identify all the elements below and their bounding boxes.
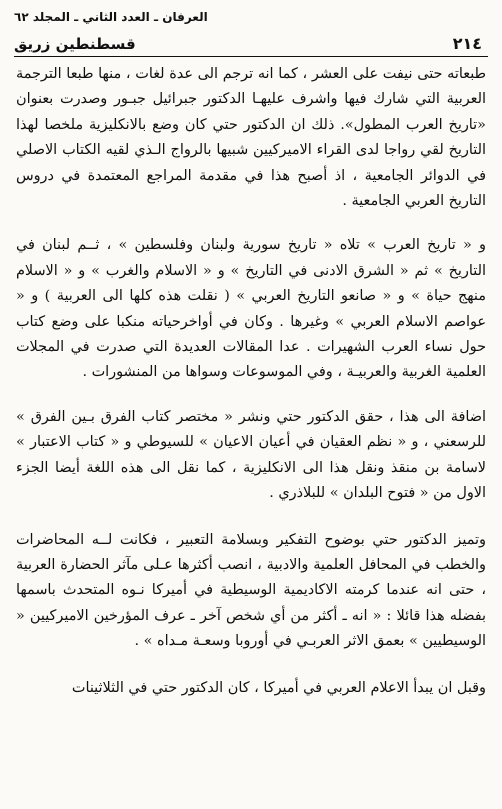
paragraph-5: وقبل ان يبدأ الاعلام العربي في أميركا ، كان الدكتور حتي في الثلاثينات <box>71 679 486 696</box>
paragraph-4: وتميز الدكتور حتي بوضوح التفكير وبسلامة التعبير ، فكانت لــه المحاضرات والخطب في المحافل العلمية والادبية ، انصب أكثرها عـلى مآثر الحضارة العربية ، حتى انه عندما كرمته الاكاديمية الوسيطية في أميركا نـوه المتحدث باسمها بفضله هذا قائلا : « انه ـ أكثر من أي شخص آخر ـ عرف المؤرخين الاميركيين « الوسيطيين » بعمق الاثر العربـي في أوروبا وسعـة مـداه » . <box>16 531 486 650</box>
running-header <box>14 32 488 57</box>
article-body <box>16 62 486 701</box>
paragraph-1: طبعاته حتى نيفت على العشر ، كما انه ترجم الى عدة لغات ، منها طبعا الترجمة العربية التي شارك فيها واشرف عليهـا الدكتور جبرائيل جبـور وصدرت بعنوان «تاريخ العرب المطول». ذلك ان الدكتور حتي كان وضع بالانكليزية ملخصا لهذا التاريخ لقي رواجا لدى القراء الاميركيين شبيها بالرواج الـذي لقيه الكتاب الاصلي في الدوائر الجامعية ، اذ أصبح هذا في مقدمة المراجع المعتمدة في دروس التاريخ العربي الجامعية . <box>16 66 486 210</box>
paragraph-3: اضافة الى هذا ، حقق الدكتور حتي ونشر « مختصر كتاب الفرق بـين الفرق » للرسعني ، و « نظم العقيان في أعيان الاعيان » للسيوطي و « كتاب الاعتبار » لاسامة بن منقذ ونقل هذا الى الانكليزية ، كما نقل الى هذه اللغة أيضا الجزء الاول من « فتوح البلدان » للبلاذري . <box>16 408 486 502</box>
journal-header: العرفان ـ العدد الثاني ـ المجلد ٦٢ <box>14 10 208 24</box>
author-header: قسطنطين زريق <box>14 35 136 53</box>
paragraph-2: و « تاريخ العرب » تلاه « تاريخ سورية ولبنان وفلسطين » ، ثــم لبنان في التاريخ » ثم « الشرق الادنى في التاريخ » و « الاسلام والغرب » و « الاسلام منهج حياة » و « صانعو التاريخ العربي » ( نقلت هذه كلها الى العربية ) و « عواصم الاسلام العربي » وغيرها . وكان في أواخرحياته منكبا على وضع كتاب حول نساء العرب الشهيرات . عدا المقالات العديدة التي صدرت في المجلات العلمية الغربية والعربيـة ، وفي الموسوعات وسواها من المنشورات . <box>16 237 486 381</box>
page-number: ٢١٤ <box>452 34 482 53</box>
